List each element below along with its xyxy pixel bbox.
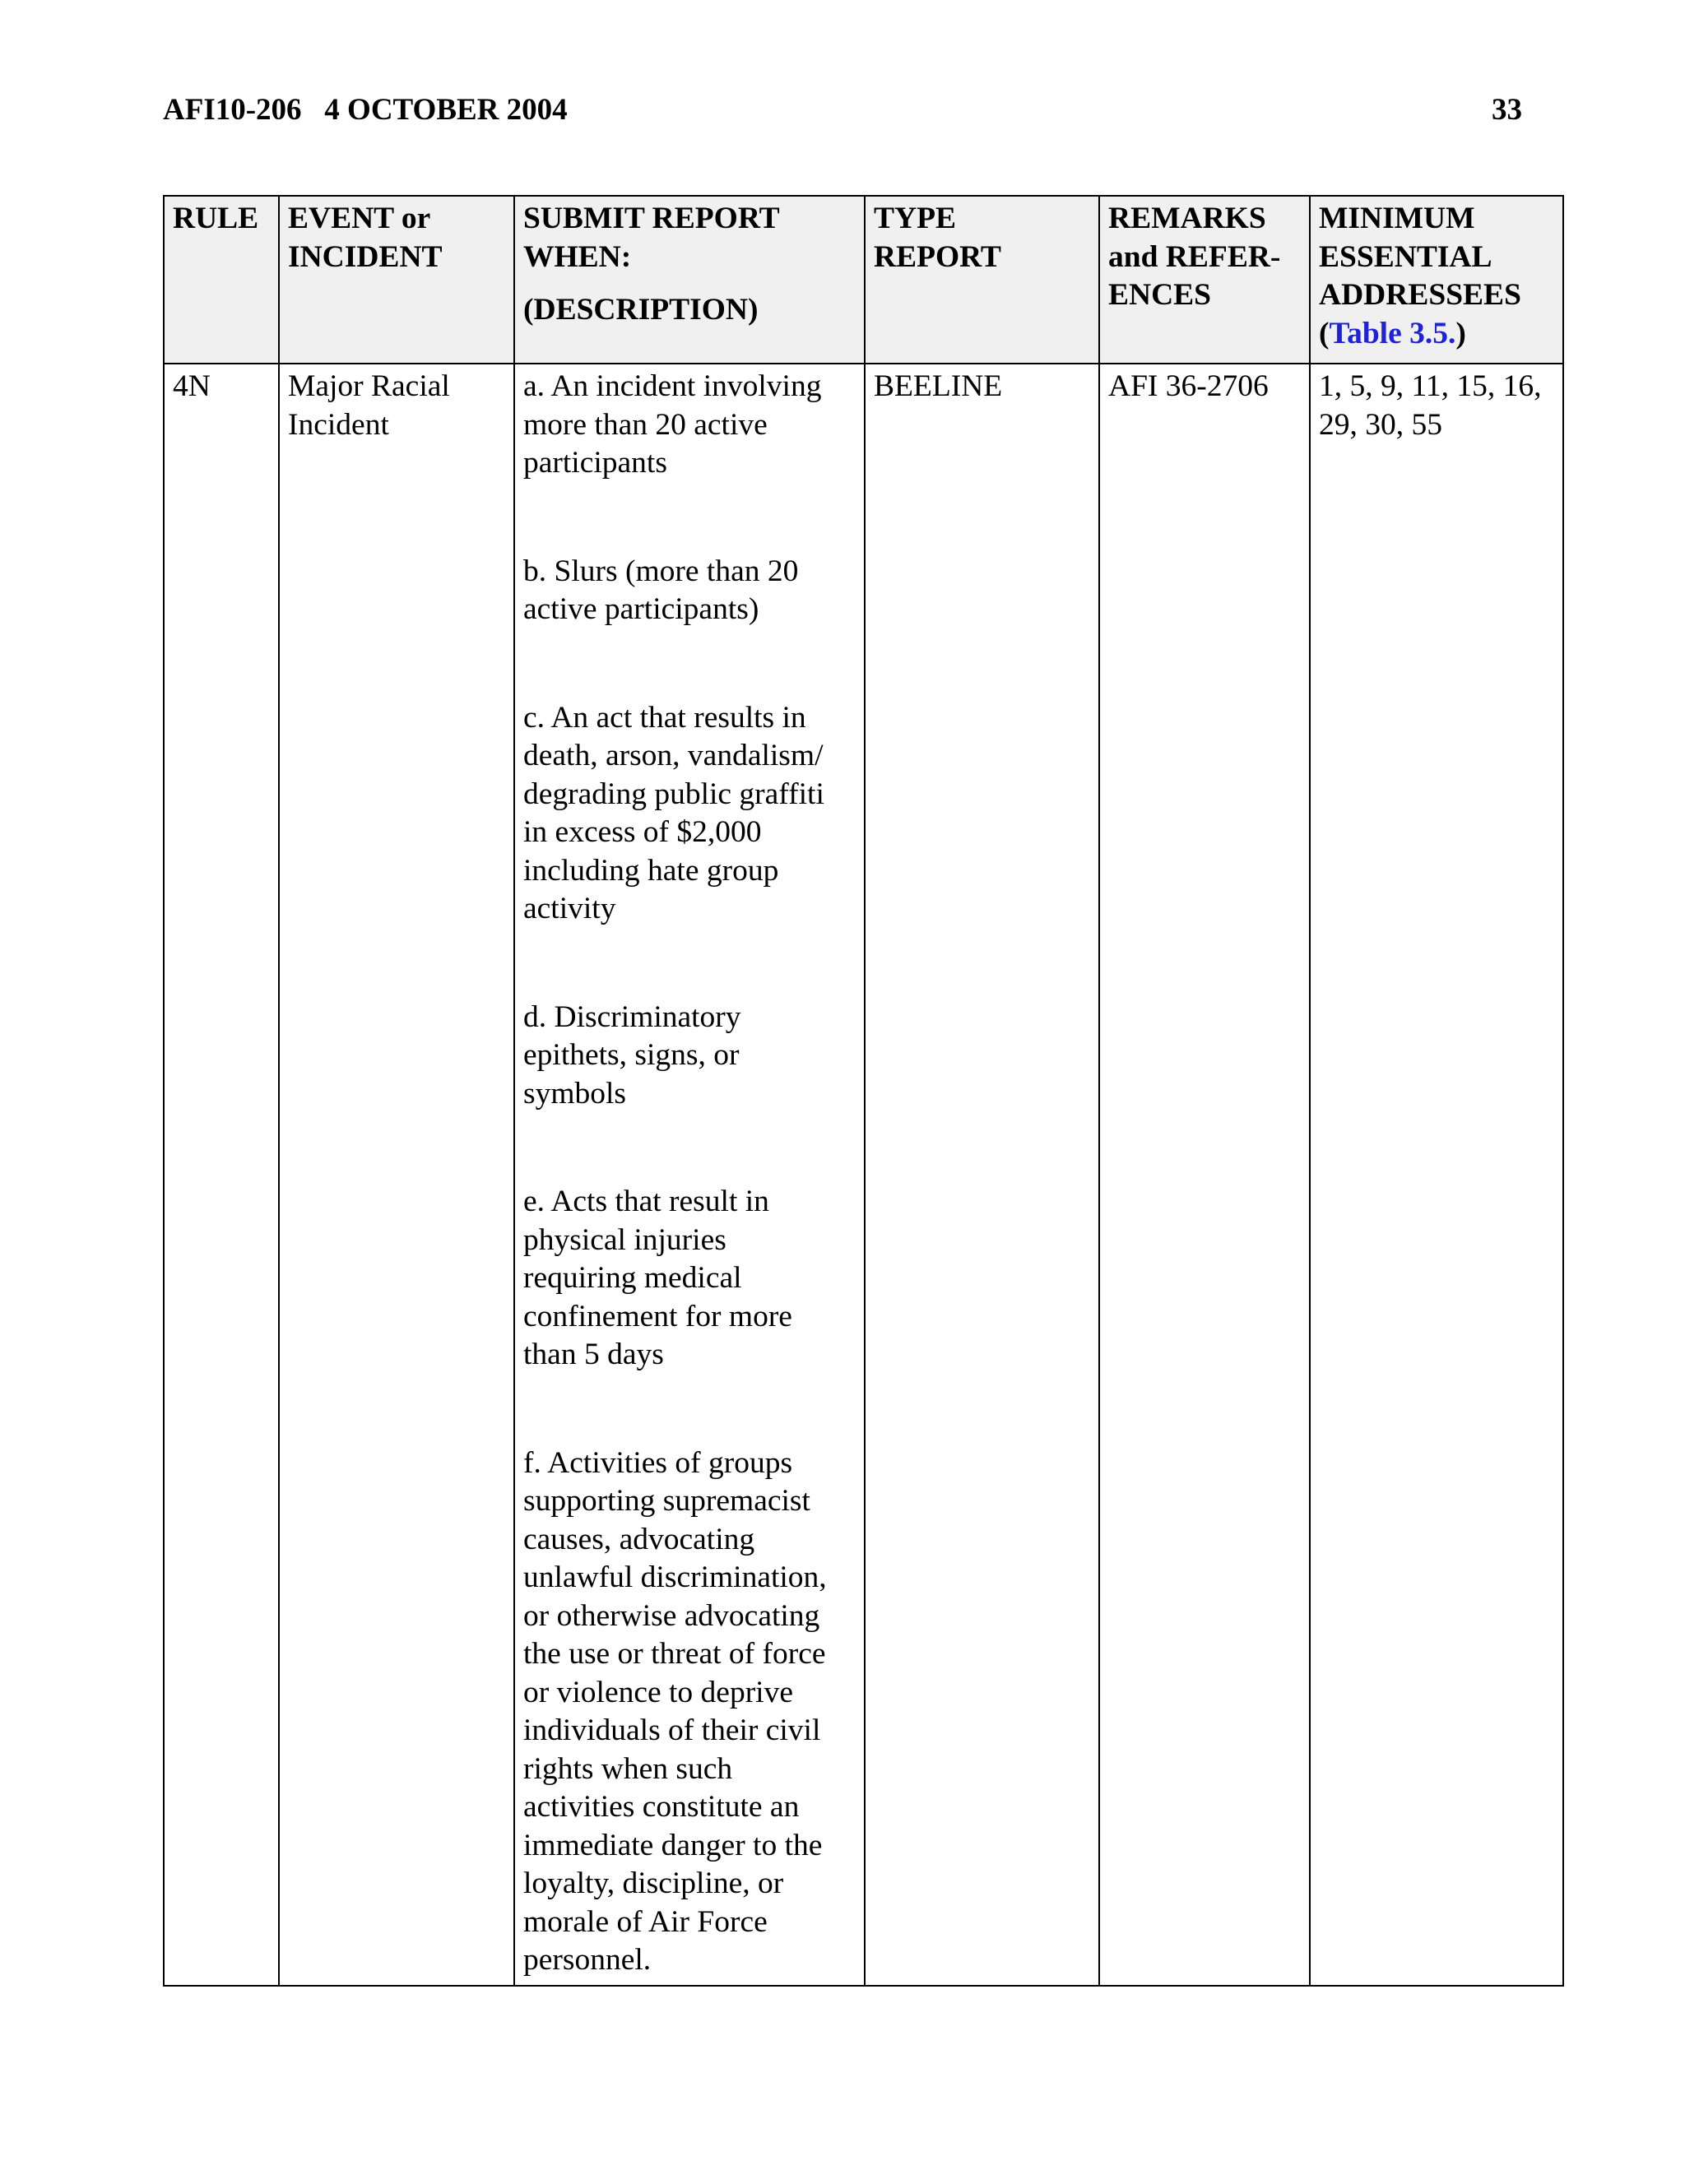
document-id: AFI10-206 4 OCTOBER 2004 (163, 93, 568, 127)
rule-cell: 4N (164, 364, 279, 1986)
event-cell: Major Racial Incident (279, 364, 514, 1986)
column-header-event: EVENT or INCIDENT (279, 196, 514, 364)
report-table (163, 195, 1564, 1987)
type-report-cell: BEELINE (865, 364, 1099, 1986)
column-header-rule: RULE (164, 196, 279, 364)
description-item-f: f. Activities of groups supporting supremacist causes, advocating unlawful discrimination, or otherwise advocating the use or threat of force or violence to deprive individuals of their civil rights when such activities constitute an immediate danger to the loyalty, discipline, or morale of Air Force personnel. (523, 1445, 827, 1977)
table-header-row (164, 196, 1563, 364)
column-header-type-report: TYPE REPORT (865, 196, 1099, 364)
description-item-c: c. An act that results in death, arson, vandalism/ degrading public graffiti in excess of $2,000 including hate group activity (523, 700, 824, 925)
description-item-d: d. Discriminatory epithets, signs, or symbols (523, 999, 741, 1111)
column-header-remarks: REMARKS and REFER- ENCES (1099, 196, 1310, 364)
page-header (163, 92, 1522, 133)
description-cell (514, 364, 865, 1986)
column-header-submit-report: SUBMIT REPORT WHEN: (DESCRIPTION) (514, 196, 865, 364)
description-item-e: e. Acts that result in physical injuries requiring medical confinement for more than 5 days (523, 1185, 792, 1371)
table-row (164, 364, 1563, 1986)
description-item-b: b. Slurs (more than 20 active participants) (523, 554, 799, 626)
page-number: 33 (1492, 93, 1522, 127)
remarks-cell: AFI 36-2706 (1099, 364, 1310, 1986)
table-3-5-link[interactable]: Table 3.5. (1329, 316, 1456, 350)
addressees-cell: 1, 5, 9, 11, 15, 16, 29, 30, 55 (1310, 364, 1563, 1986)
column-header-addressees: MINIMUM ESSENTIAL ADDRESSEES (Table 3.5.) (1310, 196, 1563, 364)
description-item-a: a. An incident involving more than 20 active participants (523, 369, 822, 480)
